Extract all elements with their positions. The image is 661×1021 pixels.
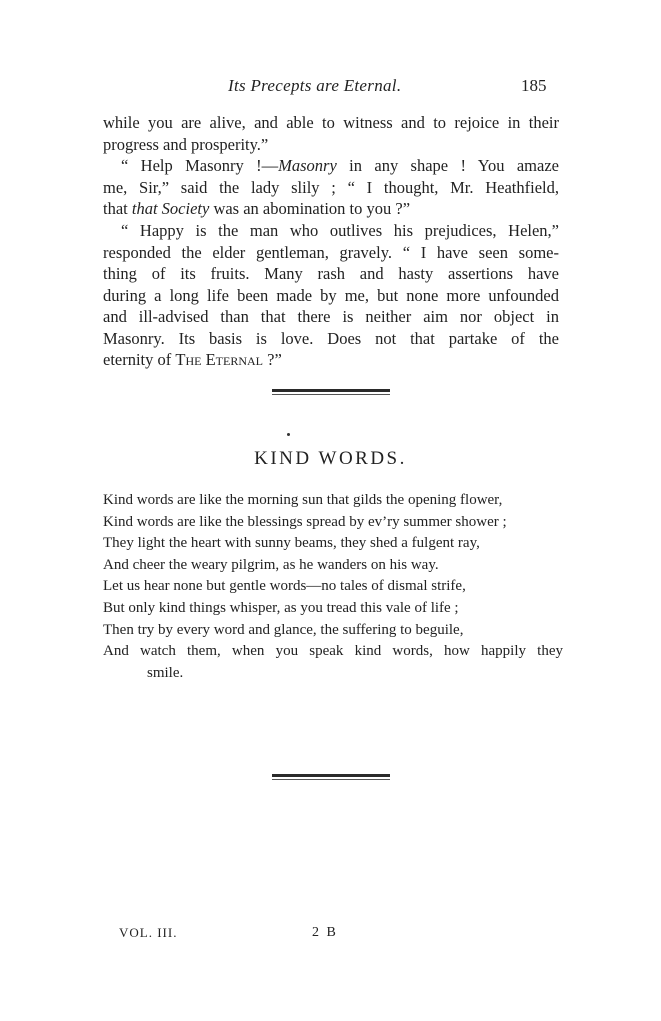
poem-line-continuation: smile.: [147, 664, 184, 681]
page-number: 185: [521, 76, 547, 95]
divider-thick-rule: [272, 774, 390, 777]
poem-title: KIND WORDS.: [254, 448, 407, 469]
text-run: that: [103, 199, 132, 218]
page-footer: [0, 925, 661, 945]
text-line: progress and prosperity.”: [103, 134, 269, 154]
emphasis: Masonry: [278, 156, 337, 175]
text-run: eternity of: [103, 350, 176, 369]
divider-thin-rule: [272, 779, 390, 780]
volume-label: VOL. III.: [119, 925, 178, 940]
poem-line: They light the heart with sunny beams, they shed a fulgent ray,: [103, 535, 480, 552]
text-line: responded the elder gentleman, gravely. “ I have seen some-: [103, 242, 559, 262]
text-line: [103, 155, 559, 177]
text-line: me, Sir,” said the lady slily ; “ I thought, Mr. Heathfield,: [103, 177, 559, 197]
ornament-dot: [287, 433, 290, 436]
running-head: [0, 76, 661, 98]
signature-mark: 2 B: [312, 925, 338, 940]
paragraph-dialogue-helen: [103, 155, 559, 220]
text-run: in any shape ! You amaze: [336, 156, 559, 175]
poem-line: Kind words are like the morning sun that gilds the opening flower,: [103, 492, 503, 508]
closing-divider: [272, 774, 390, 780]
poem-line: Let us hear none but gentle words—no tales of dismal strife,: [103, 578, 466, 595]
poem-line: And cheer the weary pilgrim, as he wanders on his way.: [103, 556, 439, 573]
text-line: and ill-advised than that there is neither aim nor object in: [103, 307, 559, 326]
text-line: while you are alive, and able to witness and to rejoice in their: [103, 113, 559, 132]
divider-thick-rule: [272, 389, 390, 392]
poem-line: Kind words are like the blessings spread by ev’ry summer shower ;: [103, 513, 507, 530]
paragraph-continuation: [103, 112, 559, 155]
text-run: was an abomination to you ?”: [209, 199, 411, 218]
small-caps-text: The Eternal: [175, 350, 263, 369]
text-line: during a long life been made by me, but none more unfounded: [103, 285, 559, 305]
text-line: Masonry. Its basis is love. Does not that partake of the: [103, 328, 559, 348]
text-run: ?”: [263, 350, 282, 369]
poem-line: And watch them, when you speak kind words, how happily they: [103, 643, 563, 660]
section-divider: [272, 389, 390, 395]
text-line: [103, 349, 559, 371]
text-run: “ Help Masonry !—: [121, 156, 279, 175]
emphasis: that Society: [131, 199, 210, 218]
poem-line: But only kind things whisper, as you tread this vale of life ;: [103, 599, 459, 616]
text-line: “ Happy is the man who outlives his prejudices, Helen,”: [121, 221, 559, 240]
paragraph-dialogue-heathfield: [103, 220, 559, 371]
text-line: thing of its fruits. Many rash and hasty assertions have: [103, 264, 559, 283]
divider-thin-rule: [272, 394, 390, 395]
poem-line: Then try by every word and glance, the suffering to beguile,: [103, 621, 464, 638]
text-line: [103, 198, 559, 220]
poem: [103, 490, 563, 684]
running-title: Its Precepts are Eternal.: [228, 76, 402, 95]
